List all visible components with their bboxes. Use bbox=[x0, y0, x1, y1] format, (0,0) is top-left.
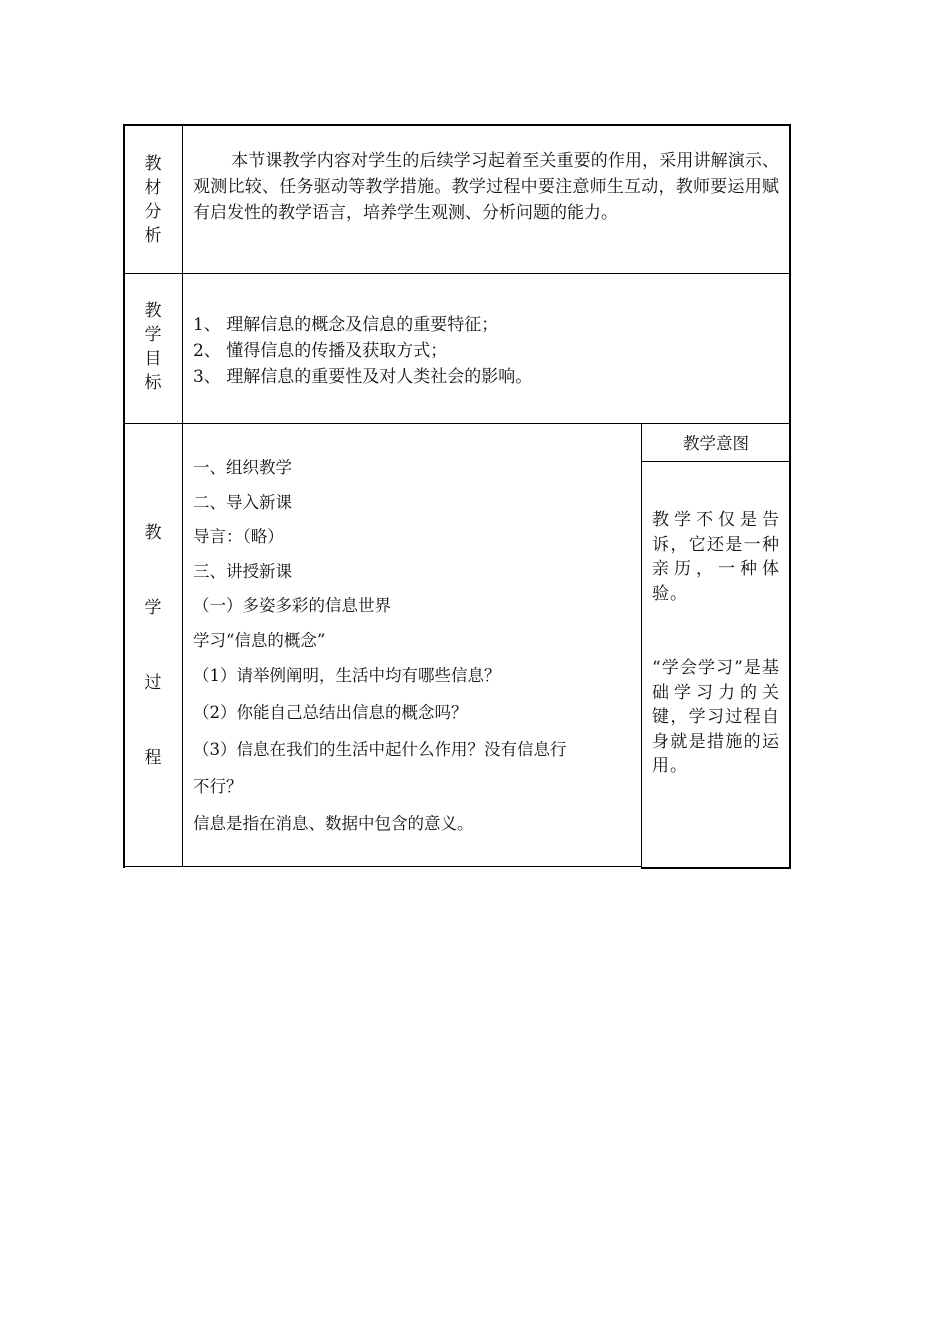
row-divider-1 bbox=[124, 273, 790, 274]
materials-text: 本节课教学内容对学生的后续学习起着至关重要的作用，采用讲解演示、观测比较、任务驱动等教学措施。教学过程中要注意师生互动，教师要运用赋有启发性的教学语言，培养学生观测、分析问题的能力。 bbox=[193, 151, 779, 223]
process-line: 不行？ bbox=[193, 776, 243, 796]
label-char: 分 bbox=[144, 202, 162, 222]
process-line: 信息是指在消息、数据中包含的意义。 bbox=[193, 813, 474, 833]
objective-item: 2、 懂得信息的传播及获取方式； bbox=[193, 341, 448, 361]
table-border-bottom bbox=[124, 866, 641, 867]
intent-column-divider bbox=[641, 424, 642, 868]
label-char: 学 bbox=[144, 598, 162, 618]
process-line: （3）信息在我们的生活中起什么作用？没有信息行 bbox=[193, 739, 567, 759]
label-char: 程 bbox=[144, 748, 162, 768]
process-content bbox=[193, 455, 638, 845]
label-char: 析 bbox=[144, 226, 162, 246]
process-label bbox=[124, 496, 182, 796]
label-char: 学 bbox=[144, 325, 162, 345]
process-line: 三、讲授新课 bbox=[193, 561, 292, 581]
label-column-divider bbox=[182, 125, 183, 867]
label-char: 过 bbox=[144, 673, 162, 693]
label-char: 目 bbox=[144, 349, 162, 369]
objectives-label bbox=[124, 299, 182, 395]
label-char: 教 bbox=[144, 523, 162, 543]
process-line: 二、导入新课 bbox=[193, 492, 292, 512]
intent-border-bottom bbox=[641, 867, 791, 869]
objective-item: 1、 理解信息的概念及信息的重要特征； bbox=[193, 315, 499, 335]
intent-header: 教学意图 bbox=[683, 434, 749, 453]
process-line: 导言：（略） bbox=[193, 527, 284, 547]
intent-note: 教学不仅是告诉，它还是一种亲历，一种体验。 bbox=[652, 510, 780, 604]
label-char: 教 bbox=[144, 154, 162, 174]
label-char: 材 bbox=[144, 178, 162, 198]
objectives-list bbox=[193, 312, 779, 390]
process-line: （一）多姿多彩的信息世界 bbox=[193, 596, 391, 616]
process-line: 一、组织教学 bbox=[193, 458, 292, 477]
label-char: 教 bbox=[144, 301, 162, 321]
process-line: （1）请举例阐明，生活中均有哪些信息？ bbox=[193, 665, 501, 685]
table-border-top bbox=[124, 124, 791, 126]
intent-note: “学会学习”是基础学习力的关键，学习过程自身就是措施的运用。 bbox=[652, 658, 780, 776]
materials-label bbox=[124, 152, 182, 248]
objective-item: 3、 理解信息的重要性及对人类社会的影响。 bbox=[193, 367, 533, 387]
intent-header-divider bbox=[642, 461, 790, 462]
process-line: 学习“信息的概念” bbox=[193, 630, 326, 650]
table-border-right bbox=[789, 124, 791, 869]
row-divider-2 bbox=[124, 423, 790, 424]
label-char: 标 bbox=[144, 373, 162, 393]
materials-content bbox=[193, 148, 779, 226]
process-line: （2）你能自己总结出信息的概念吗？ bbox=[193, 702, 468, 722]
